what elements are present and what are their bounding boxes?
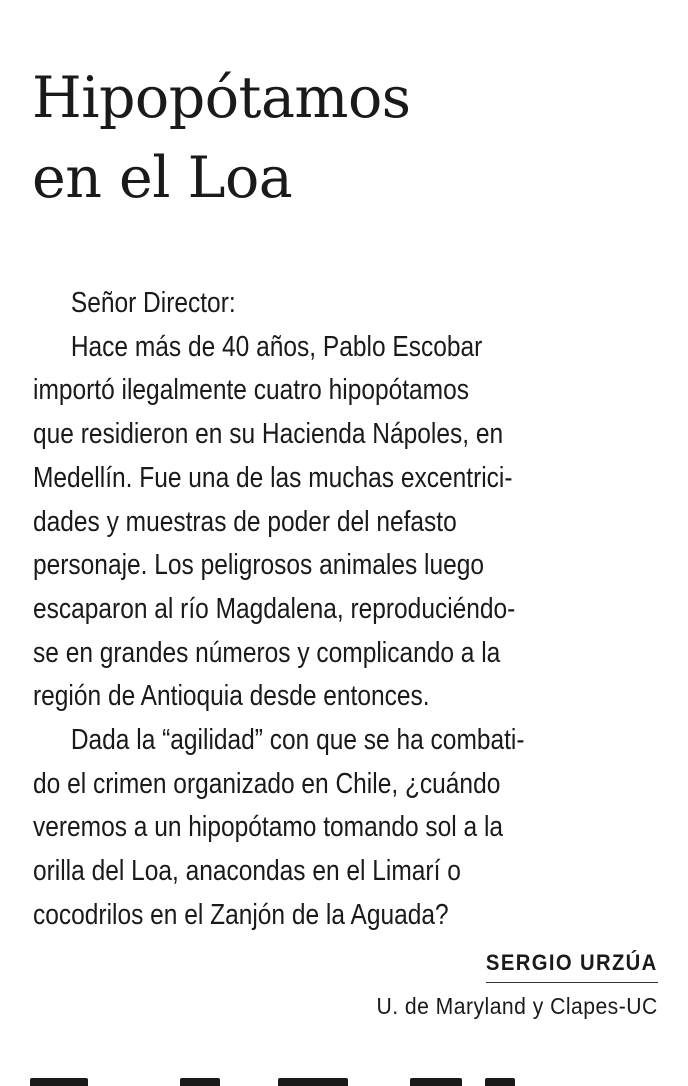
paragraph-1-line: dades y muestras de poder del nefasto — [33, 505, 457, 538]
headline-line-2: en el Loa — [32, 145, 293, 211]
paragraph-1-line: que residieron en su Hacienda Nápoles, en — [33, 418, 504, 451]
paragraph-1-line: región de Antioquia desde entonces. — [33, 680, 430, 713]
paragraph-1-line: Hace más de 40 años, Pablo Escobar — [70, 330, 483, 363]
author-affiliation: U. de Maryland y Clapes-UC — [376, 993, 658, 1019]
paragraph-2-line: do el crimen organizado en Chile, ¿cuándo — [33, 767, 501, 800]
paragraph-2-line: veremos a un hipopótamo tomando sol a la — [33, 811, 504, 844]
paragraph-1-line: personaje. Los peligrosos animales luego — [33, 549, 485, 582]
paragraph-1-line: escaparon al río Magdalena, reproduciéndo- — [33, 592, 516, 625]
paragraph-2-line: Dada la “agilidad” con que se ha combati- — [70, 724, 525, 757]
paragraph-1-line: Medellín. Fue una de las muchas excentrici- — [33, 461, 513, 494]
headline — [32, 58, 411, 218]
author-name: SERGIO URZÚA — [486, 950, 658, 983]
paragraph-2-line: cocodrilos en el Zanjón de la Aguada? — [33, 898, 449, 931]
paragraph-2-line: orilla del Loa, anacondas en el Limarí o — [33, 855, 461, 888]
letter-body — [33, 282, 655, 938]
paragraph-1-line: importó ilegalmente cuatro hipopótamos — [33, 374, 469, 407]
paragraph-1-line: se en grandes números y complicando a la — [33, 636, 501, 669]
next-article-cropped-text — [30, 1074, 658, 1086]
salutation: Señor Director: — [70, 287, 236, 319]
headline-line-1: Hipopótamos — [32, 65, 411, 131]
signature-block — [352, 950, 658, 1020]
